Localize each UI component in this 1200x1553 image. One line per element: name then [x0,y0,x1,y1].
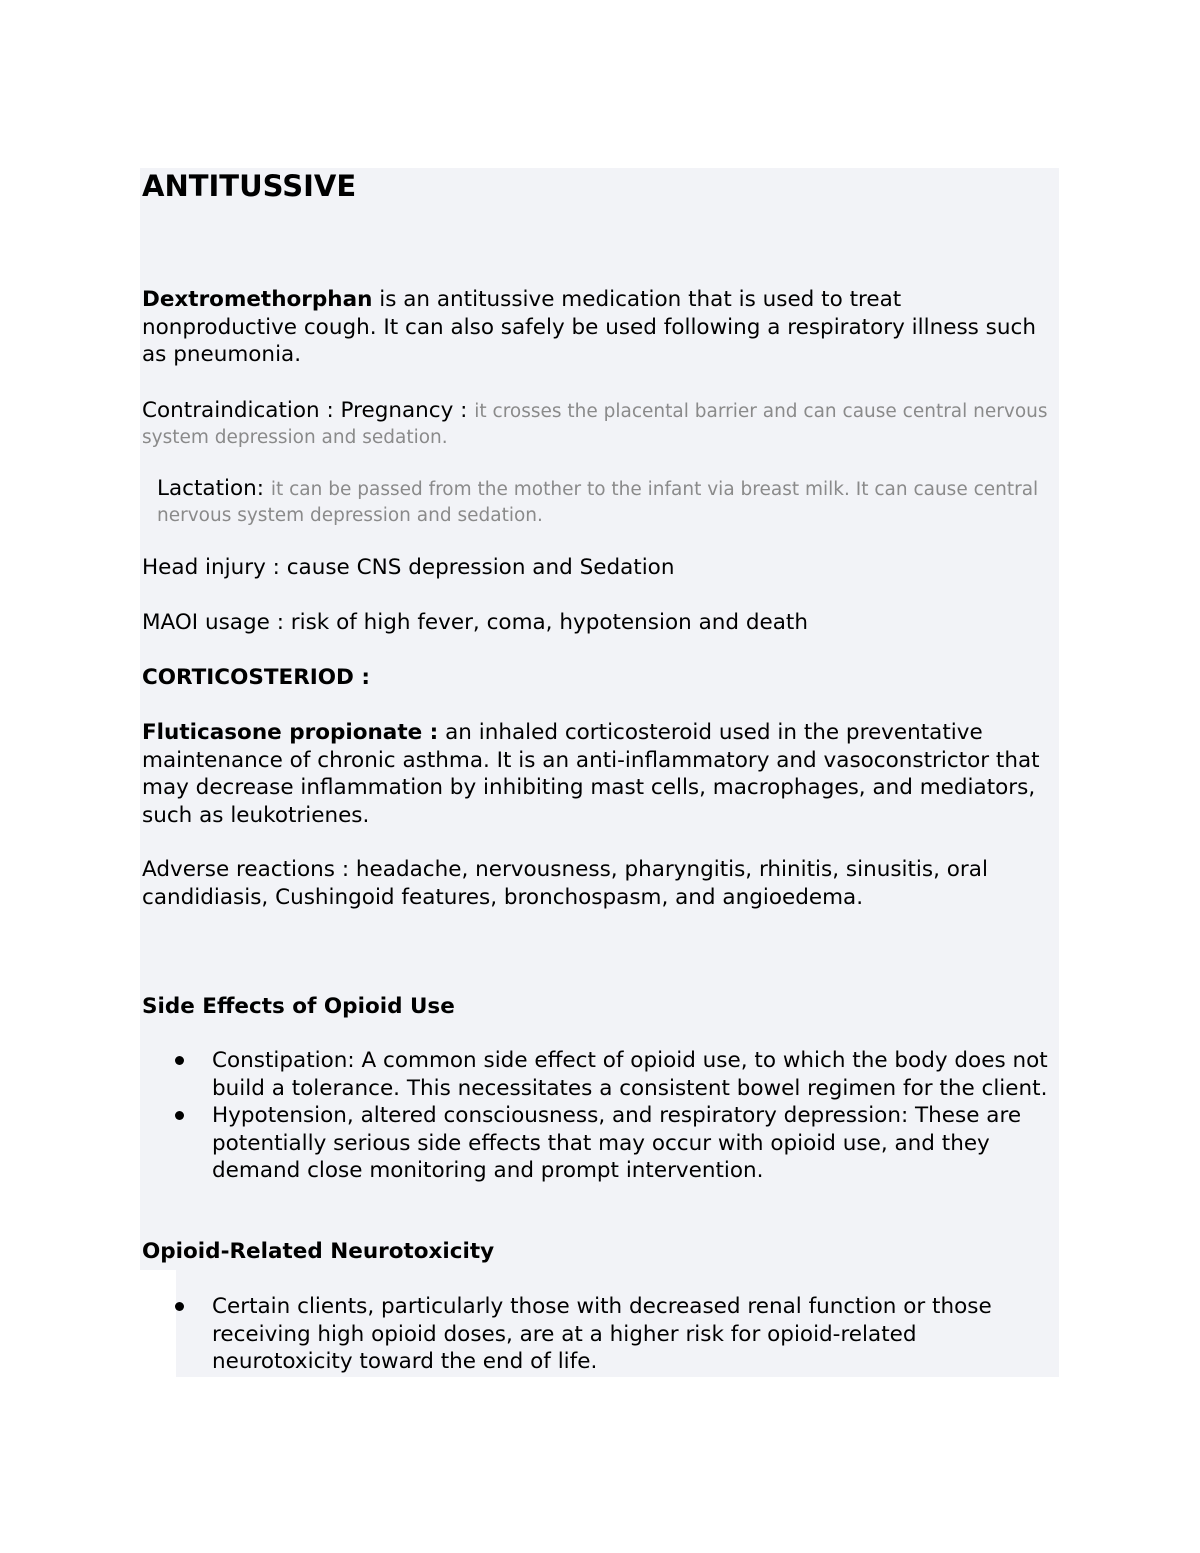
fluticasone-text: an inhaled corticosteroid used in the preventative maintenance of chronic asthma. It is an anti-inflammatory and vasoconstrictor that may decrease inflammation by inhibiting mast cells, macrophages, and mediators, such as leukotrienes. [142,720,1040,828]
lactation-label: Lactation: [157,476,271,501]
head-injury-line: Head injury : cause CNS depression and Sedation [142,555,675,580]
contraindication-text: it crosses the placental barrier and can cause central nervous system depression and sedation. [142,401,1048,448]
neurotoxicity-heading: Opioid-Related Neurotoxicity [142,1239,495,1264]
bullet-icon [175,1056,184,1065]
contraindication-paragraph [142,398,1060,450]
list-item-text: Constipation: A common side effect of opioid use, to which the body does not build a tolerance. This necessitates a consistent bowel regimen for the client. [212,1048,1048,1101]
fluticasone-paragraph [142,719,1060,829]
lactation-paragraph [142,476,1060,528]
neurotoxicity-list [142,1293,1060,1376]
bullet-icon [175,1111,184,1120]
dextromethorphan-paragraph [142,286,1060,369]
list-item [142,1293,1060,1376]
list-item-text: Certain clients, particularly those with decreased renal function or those receiving high opioid doses, are at a higher risk for opioid-related neurotoxicity toward the end of life. [212,1294,992,1374]
list-item [142,1102,1060,1185]
lactation-text: it can be passed from the mother to the infant via breast milk. It can cause central nervous system depression and sedation. [157,479,1039,526]
maoi-line: MAOI usage : risk of high fever, coma, hypotension and death [142,610,808,635]
opioid-side-effects-list [142,1047,1060,1185]
corticosteroid-heading: CORTICOSTERIOD : [142,665,370,690]
opioid-side-effects-heading: Side Effects of Opioid Use [142,994,455,1019]
page-title: ANTITUSSIVE [142,169,357,203]
list-item [142,1047,1060,1102]
contraindication-label: Contraindication : Pregnancy : [142,398,475,423]
dextromethorphan-term: Dextromethorphan [142,287,373,312]
dextromethorphan-text: is an antitussive medication that is used to treat nonproductive cough. It can also safely be used following a respiratory illness such as pneumonia. [142,287,1036,367]
bullet-icon [175,1302,184,1311]
list-item-text: Hypotension, altered consciousness, and respiratory depression: These are potentially serious side effects that may occur with opioid use, and they demand close monitoring and prompt intervention. [212,1103,1022,1183]
fluticasone-term: Fluticasone propionate : [142,720,439,745]
adverse-reactions-paragraph: Adverse reactions : headache, nervousness, pharyngitis, rhinitis, sinusitis, oral candidiasis, Cushingoid features, bronchospasm, and angioedema. [142,857,988,910]
